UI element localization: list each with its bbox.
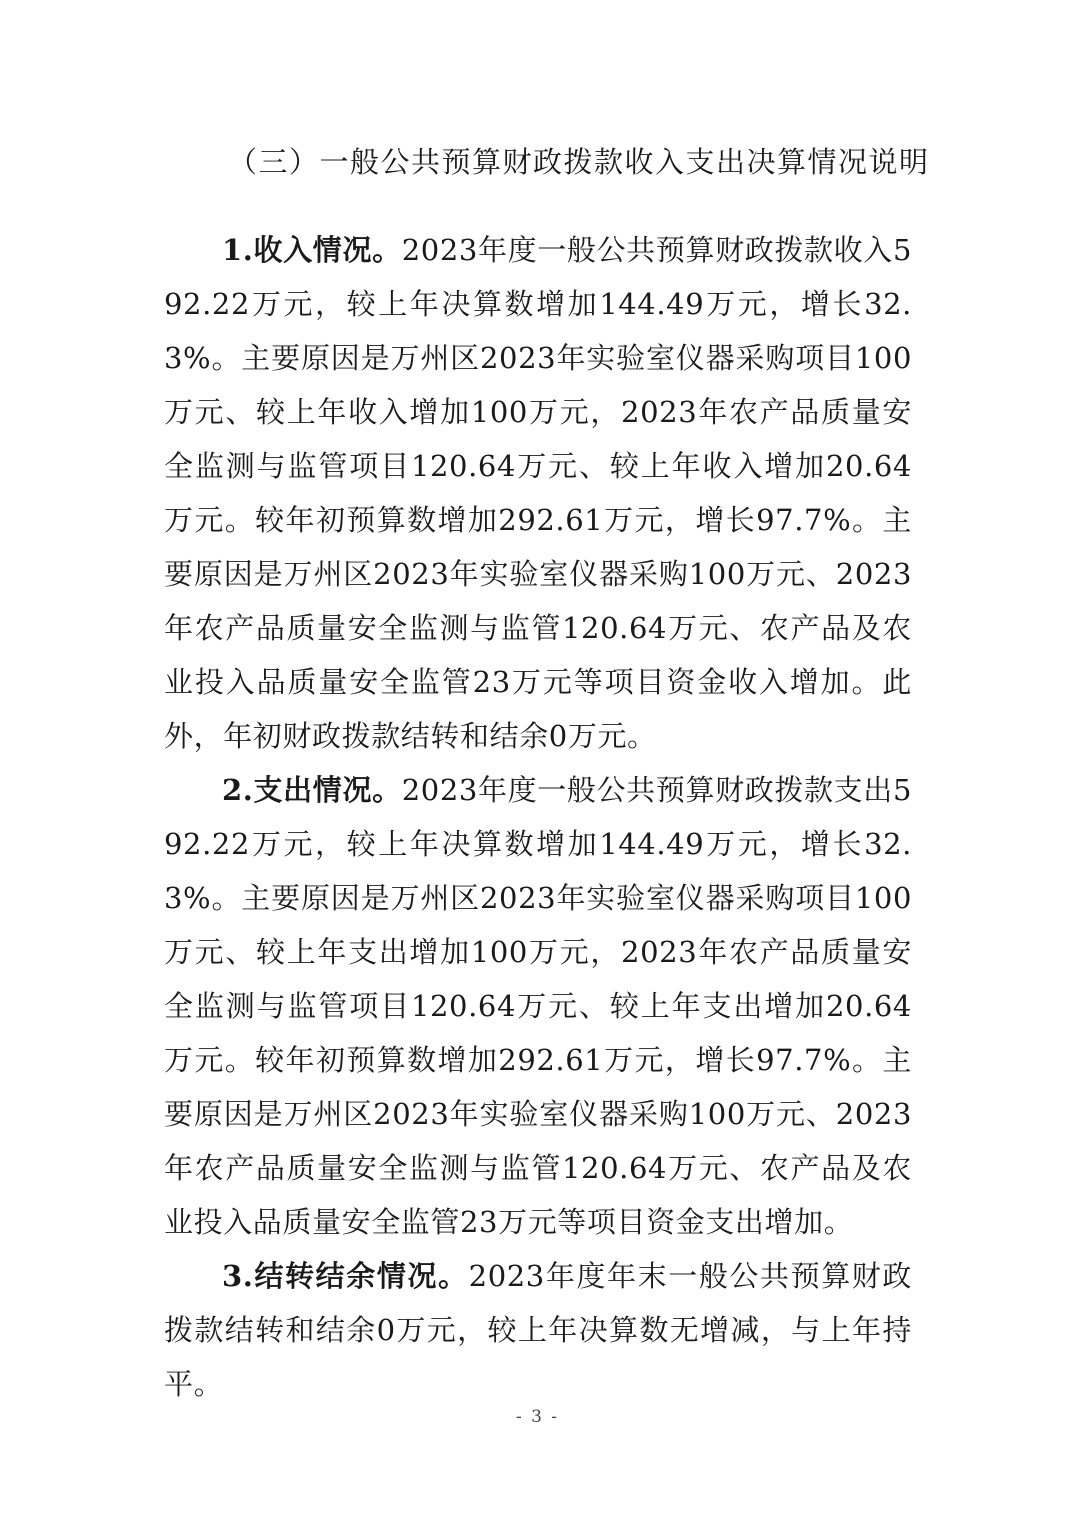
paragraph-lead-carryover: 3.结转结余情况。	[222, 1259, 469, 1293]
paragraph-body-carryover: 2023年度年末一般公共预算财政拨款结转和结余0万元，较上年决算数无增减，与上年持平。	[164, 1259, 912, 1401]
paragraph-body-income: 2023年度一般公共预算财政拨款收入592.22万元，较上年决算数增加144.49万元，增长32.3%。主要原因是万州区2023年实验室仪器采购项目100万元、较上年收入增加100万元，2023年农产品质量安全监测与监管项目120.64万元、较上年收入增加20.64万元。较年初预算数增加292.61万元，增长97.7%。主要原因是万州区2023年实验室仪器采购100万元、2023年农产品质量安全监测与监管120.64万元、农产品及农业投入品质量安全监管23万元等项目资金收入增加。此外，年初财政拨款结转和结余0万元。	[164, 233, 913, 753]
paragraph-expenditure	[164, 763, 912, 1249]
paragraph-income	[164, 223, 912, 763]
section-heading: （三）一般公共预算财政拨款收入支出决算情况说明	[228, 145, 930, 179]
page-number: - 3 -	[515, 1407, 560, 1427]
paragraph-lead-income: 1.收入情况。	[222, 233, 402, 267]
paragraph-body-expenditure: 2023年度一般公共预算财政拨款支出592.22万元，较上年决算数增加144.49万元，增长32.3%。主要原因是万州区2023年实验室仪器采购项目100万元、较上年支出增加100万元，2023年农产品质量安全监测与监管项目120.64万元、较上年支出增加20.64万元。较年初预算数增加292.61万元，增长97.7%。主要原因是万州区2023年实验室仪器采购100万元、2023年农产品质量安全监测与监管120.64万元、农产品及农业投入品质量安全监管23万元等项目资金支出增加。	[164, 773, 913, 1239]
paragraph-carryover	[164, 1249, 912, 1411]
paragraph-lead-expenditure: 2.支出情况。	[222, 773, 402, 807]
